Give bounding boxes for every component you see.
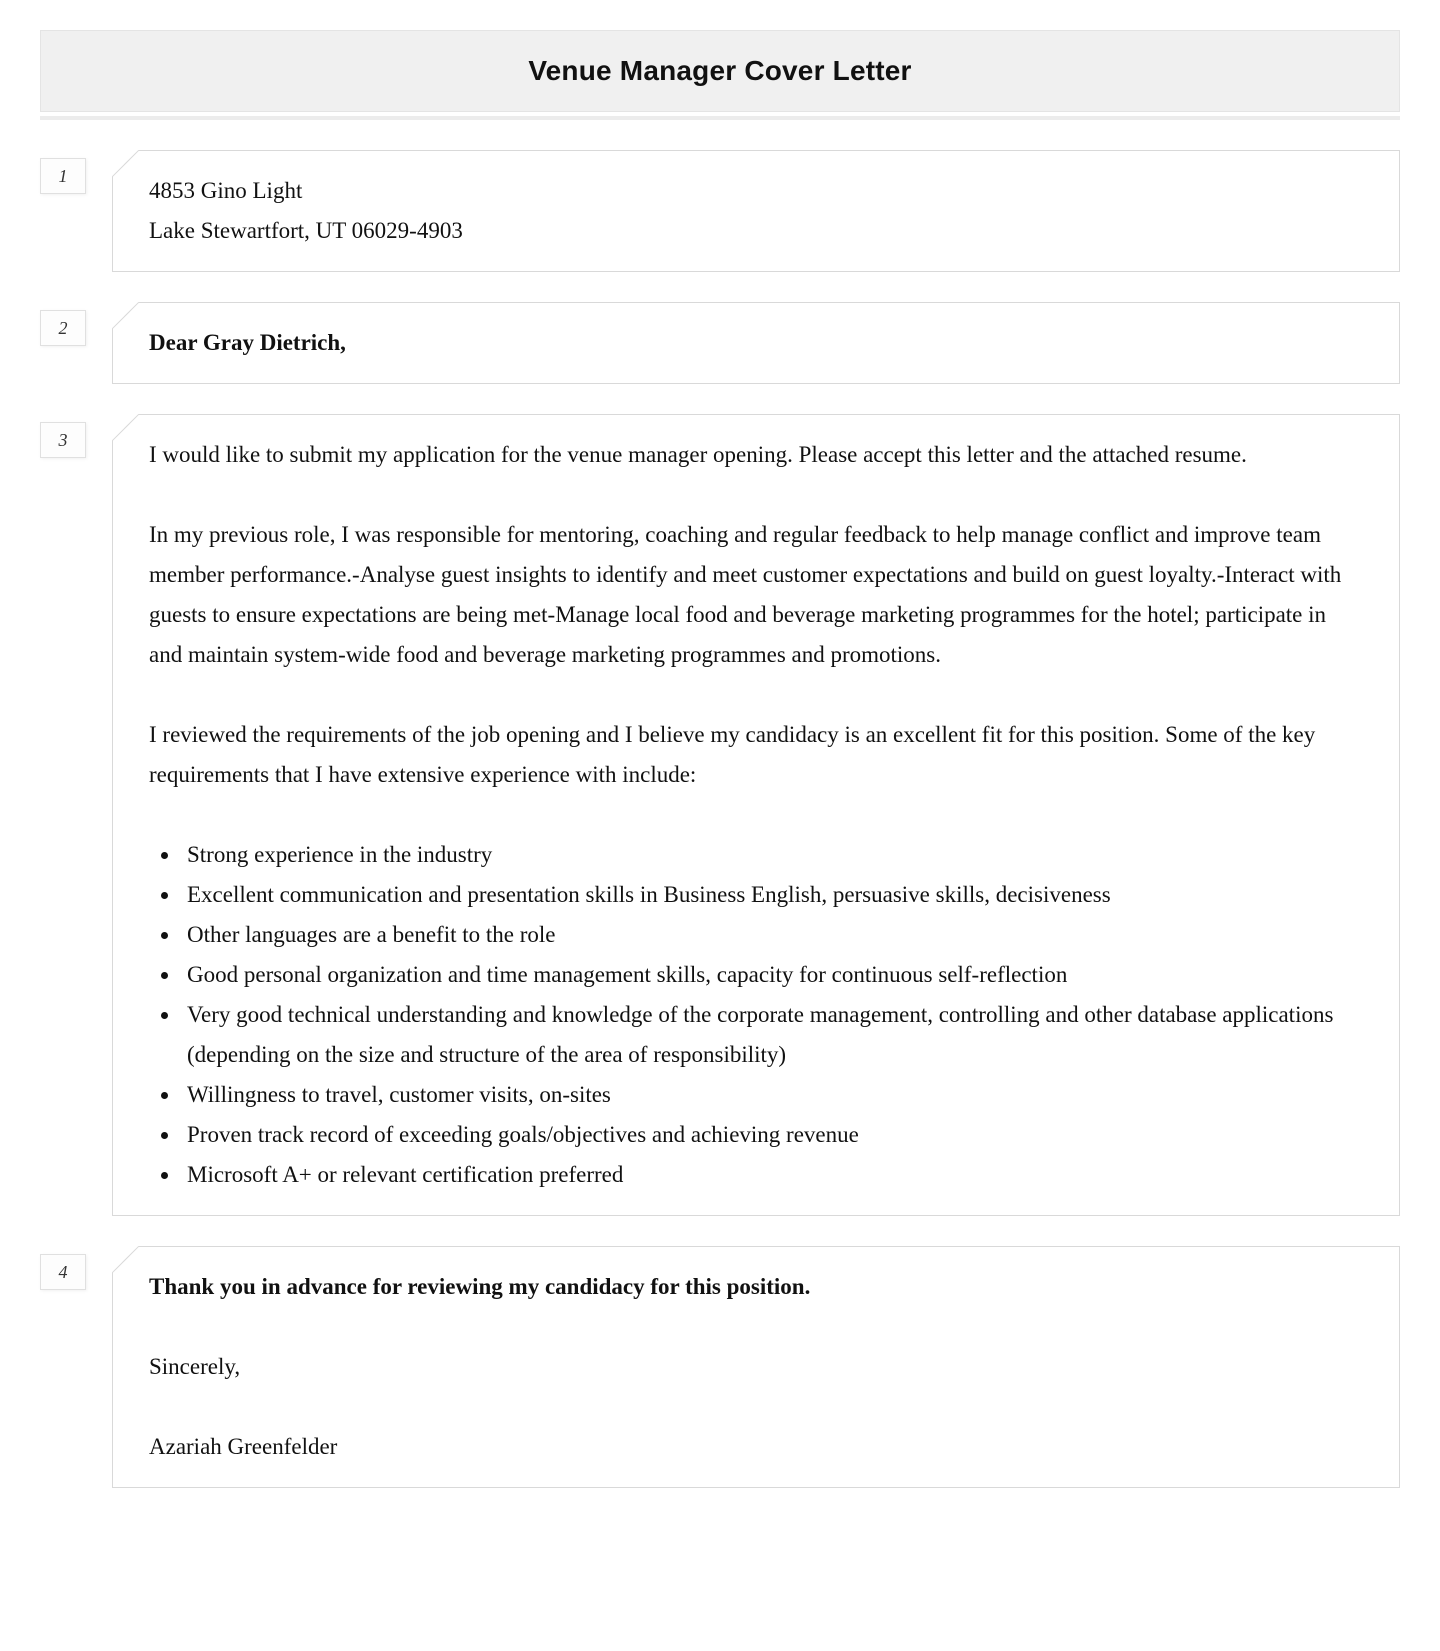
section-number-badge: 3 (40, 422, 86, 458)
section-number-badge: 2 (40, 310, 86, 346)
page-title: Venue Manager Cover Letter (528, 55, 912, 86)
section-box-address (112, 150, 1400, 272)
address-line-1: 4853 Gino Light (149, 178, 303, 203)
section-box-salutation (112, 302, 1400, 384)
salutation-text: Dear Gray Dietrich, (149, 330, 346, 355)
requirement-item: • Strong experience in the industry (181, 835, 1363, 875)
section-closing (40, 1246, 1400, 1488)
requirement-item: • Proven track record of exceeding goals/objectives and achieving revenue (181, 1115, 1363, 1155)
section-box-closing (112, 1246, 1400, 1488)
requirement-item: • Willingness to travel, customer visits, on-sites (181, 1075, 1363, 1115)
requirement-item: • Microsoft A+ or relevant certification preferred (181, 1155, 1363, 1195)
body-paragraph-1: I would like to submit my application for the venue manager opening. Please accept this letter and the attached resume. (149, 442, 1247, 467)
requirements-list (149, 835, 1363, 1195)
section-salutation (40, 302, 1400, 384)
section-number-badge: 4 (40, 1254, 86, 1290)
section-box-body (112, 414, 1400, 1216)
requirement-item: • Very good technical understanding and knowledge of the corporate management, controlling and other database applications (depending on the size and structure of the area of responsibility) (181, 995, 1363, 1075)
section-address (40, 150, 1400, 272)
cover-letter-body (40, 150, 1400, 1488)
body-paragraph-3: I reviewed the requirements of the job opening and I believe my candidacy is an excellent fit for this position. Some of the key requirements that I have extensive experience with include: (149, 722, 1316, 787)
header-bar (40, 30, 1400, 112)
header-divider (40, 116, 1400, 120)
section-body (40, 414, 1400, 1216)
address-line-2: Lake Stewartfort, UT 06029-4903 (149, 218, 463, 243)
requirement-item: • Excellent communication and presentation skills in Business English, persuasive skills, decisiveness (181, 875, 1363, 915)
section-number-badge: 1 (40, 158, 86, 194)
body-paragraph-2: In my previous role, I was responsible for mentoring, coaching and regular feedback to help manage conflict and improve team member performance.-Analyse guest insights to identify and meet customer expectations and build on guest loyalty.-Interact with guests to ensure expectations are being met-Manage local food and beverage marketing programmes for the hotel; participate in and maintain system-wide food and beverage marketing programmes and promotions. (149, 522, 1342, 667)
closing-line: Thank you in advance for reviewing my candidacy for this position. (149, 1274, 811, 1299)
signoff-text: Sincerely, (149, 1354, 241, 1379)
requirement-item: • Other languages are a benefit to the role (181, 915, 1363, 955)
requirement-item: • Good personal organization and time management skills, capacity for continuous self-reflection (181, 955, 1363, 995)
signature-name: Azariah Greenfelder (149, 1434, 338, 1459)
